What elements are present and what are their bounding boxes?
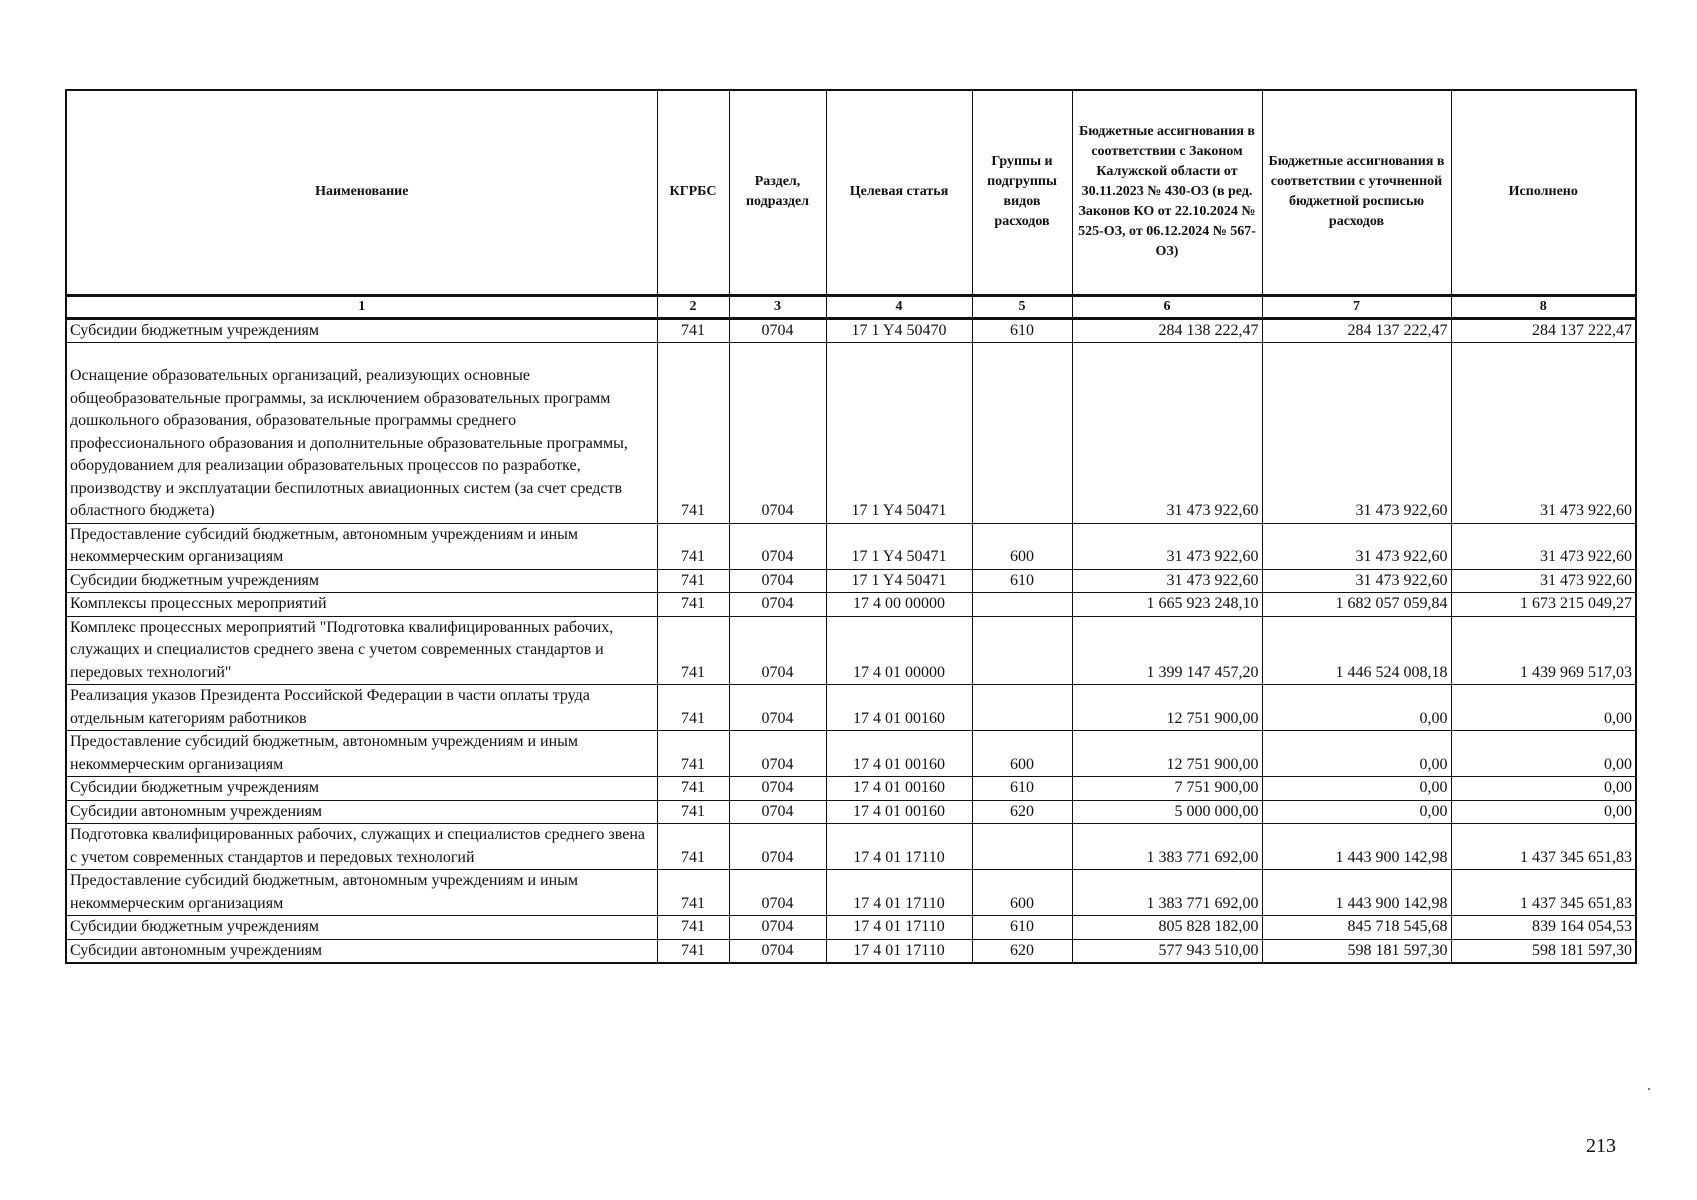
row-expense-group-cell: 620 <box>972 800 1072 824</box>
row-razdel-cell: 0704 <box>729 616 826 685</box>
row-executed-amount-cell: 1 673 215 049,27 <box>1451 593 1636 617</box>
row-kgrbs-cell: 741 <box>657 593 729 617</box>
row-razdel-cell: 0704 <box>729 777 826 801</box>
row-expense-group-cell: 610 <box>972 318 1072 343</box>
row-target-article-cell: 17 4 01 17110 <box>826 870 972 916</box>
row-refined-amount-cell: 1 446 524 008,18 <box>1262 616 1451 685</box>
row-razdel-cell: 0704 <box>729 318 826 343</box>
row-name-cell: Комплекс процессных мероприятий "Подготовка квалифицированных рабочих, служащих и специалистов среднего звена с учетом современных стандартов и передовых технологий" <box>66 616 657 685</box>
row-target-article-cell: 17 4 01 00000 <box>826 616 972 685</box>
row-name-cell: Реализация указов Президента Российской Федерации в части оплаты труда отдельным категориям работников <box>66 685 657 731</box>
row-refined-amount-cell: 0,00 <box>1262 777 1451 801</box>
row-expense-group-cell: 610 <box>972 916 1072 940</box>
row-name-cell: Субсидии бюджетным учреждениям <box>66 569 657 593</box>
row-target-article-cell: 17 4 00 00000 <box>826 593 972 617</box>
row-razdel-cell: 0704 <box>729 824 826 870</box>
row-name-cell: Субсидии бюджетным учреждениям <box>66 777 657 801</box>
row-kgrbs-cell: 741 <box>657 916 729 940</box>
row-name-cell: Оснащение образовательных организаций, реализующих основные общеобразовательные программы, за исключением образовательных программ дошкольного образования, образовательные программы среднего профессионального образования и дополнительные образовательные программы, оборудованием для реализации образовательных процессов по разработке, производству и эксплуатации беспилотных авиационных систем (за счет средств областного бюджета) <box>66 343 657 524</box>
row-kgrbs-cell: 741 <box>657 824 729 870</box>
row-executed-amount-cell: 31 473 922,60 <box>1451 523 1636 569</box>
row-name-cell: Субсидии автономным учреждениям <box>66 939 657 963</box>
row-razdel-cell: 0704 <box>729 569 826 593</box>
row-target-article-cell: 17 1 Y4 50471 <box>826 569 972 593</box>
row-name-cell: Субсидии бюджетным учреждениям <box>66 318 657 343</box>
row-law-amount-cell: 1 383 771 692,00 <box>1072 870 1262 916</box>
row-expense-group-cell: 610 <box>972 569 1072 593</box>
table-row <box>66 593 1636 617</box>
row-kgrbs-cell: 741 <box>657 616 729 685</box>
table-row <box>66 616 1636 685</box>
row-executed-amount-cell: 0,00 <box>1451 800 1636 824</box>
row-law-amount-cell: 12 751 900,00 <box>1072 685 1262 731</box>
row-kgrbs-cell: 741 <box>657 318 729 343</box>
row-razdel-cell: 0704 <box>729 870 826 916</box>
row-target-article-cell: 17 4 01 17110 <box>826 824 972 870</box>
row-executed-amount-cell: 1 437 345 651,83 <box>1451 824 1636 870</box>
row-name-cell: Предоставление субсидий бюджетным, автономным учреждениям и иным некоммерческим организациям <box>66 523 657 569</box>
row-name-cell: Комплексы процессных мероприятий <box>66 593 657 617</box>
row-refined-amount-cell: 31 473 922,60 <box>1262 523 1451 569</box>
row-target-article-cell: 17 4 01 00160 <box>826 685 972 731</box>
row-kgrbs-cell: 741 <box>657 523 729 569</box>
row-expense-group-cell <box>972 824 1072 870</box>
row-refined-amount-cell: 31 473 922,60 <box>1262 343 1451 524</box>
row-target-article-cell: 17 1 Y4 50471 <box>826 343 972 524</box>
row-target-article-cell: 17 4 01 17110 <box>826 939 972 963</box>
row-target-article-cell: 17 1 Y4 50471 <box>826 523 972 569</box>
header-expense-groups: Группы и подгруппы видов расходов <box>972 90 1072 295</box>
row-kgrbs-cell: 741 <box>657 731 729 777</box>
row-executed-amount-cell: 0,00 <box>1451 685 1636 731</box>
row-razdel-cell: 0704 <box>729 800 826 824</box>
row-executed-amount-cell: 31 473 922,60 <box>1451 569 1636 593</box>
row-razdel-cell: 0704 <box>729 939 826 963</box>
row-expense-group-cell: 610 <box>972 777 1072 801</box>
header-target-article: Целевая статья <box>826 90 972 295</box>
row-expense-group-cell: 620 <box>972 939 1072 963</box>
table-row <box>66 685 1636 731</box>
row-razdel-cell: 0704 <box>729 685 826 731</box>
table-row <box>66 731 1636 777</box>
row-refined-amount-cell: 598 181 597,30 <box>1262 939 1451 963</box>
row-law-amount-cell: 1 399 147 457,20 <box>1072 616 1262 685</box>
row-expense-group-cell <box>972 685 1072 731</box>
table-row <box>66 318 1636 343</box>
header-law-allocations: Бюджетные ассигнования в соответствии с Законом Калужской области от 30.11.2023 № 430-ОЗ (в ред. Законов КО от 22.10.2024 № 525-ОЗ, от 06.12.2024 № 567-ОЗ) <box>1072 90 1262 295</box>
row-law-amount-cell: 284 138 222,47 <box>1072 318 1262 343</box>
header-refined-allocations: Бюджетные ассигнования в соответствии с уточненной бюджетной росписью расходов <box>1262 90 1451 295</box>
column-number: 1 <box>66 295 657 318</box>
row-law-amount-cell: 31 473 922,60 <box>1072 569 1262 593</box>
row-executed-amount-cell: 1 437 345 651,83 <box>1451 870 1636 916</box>
row-expense-group-cell: 600 <box>972 870 1072 916</box>
header-kgrbs: КГРБС <box>657 90 729 295</box>
row-kgrbs-cell: 741 <box>657 870 729 916</box>
table-row <box>66 824 1636 870</box>
scan-speck <box>1648 1088 1650 1090</box>
row-target-article-cell: 17 1 Y4 50470 <box>826 318 972 343</box>
column-number: 8 <box>1451 295 1636 318</box>
column-number: 6 <box>1072 295 1262 318</box>
row-refined-amount-cell: 0,00 <box>1262 800 1451 824</box>
row-target-article-cell: 17 4 01 00160 <box>826 731 972 777</box>
table-row <box>66 800 1636 824</box>
row-refined-amount-cell: 845 718 545,68 <box>1262 916 1451 940</box>
row-law-amount-cell: 1 665 923 248,10 <box>1072 593 1262 617</box>
row-expense-group-cell <box>972 343 1072 524</box>
row-executed-amount-cell: 839 164 054,53 <box>1451 916 1636 940</box>
table-row <box>66 939 1636 963</box>
row-executed-amount-cell: 0,00 <box>1451 777 1636 801</box>
row-kgrbs-cell: 741 <box>657 569 729 593</box>
row-refined-amount-cell: 284 137 222,47 <box>1262 318 1451 343</box>
row-kgrbs-cell: 741 <box>657 777 729 801</box>
row-target-article-cell: 17 4 01 17110 <box>826 916 972 940</box>
column-number: 3 <box>729 295 826 318</box>
row-refined-amount-cell: 1 443 900 142,98 <box>1262 824 1451 870</box>
row-law-amount-cell: 577 943 510,00 <box>1072 939 1262 963</box>
row-name-cell: Субсидии автономным учреждениям <box>66 800 657 824</box>
row-target-article-cell: 17 4 01 00160 <box>826 800 972 824</box>
row-expense-group-cell: 600 <box>972 731 1072 777</box>
table-row <box>66 916 1636 940</box>
row-name-cell: Подготовка квалифицированных рабочих, служащих и специалистов среднего звена с учетом современных стандартов и передовых технологий <box>66 824 657 870</box>
row-refined-amount-cell: 1 443 900 142,98 <box>1262 870 1451 916</box>
row-expense-group-cell: 600 <box>972 523 1072 569</box>
column-number: 4 <box>826 295 972 318</box>
table-row <box>66 343 1636 524</box>
row-kgrbs-cell: 741 <box>657 939 729 963</box>
budget-table <box>65 89 1637 964</box>
row-law-amount-cell: 31 473 922,60 <box>1072 343 1262 524</box>
row-refined-amount-cell: 31 473 922,60 <box>1262 569 1451 593</box>
table-row <box>66 569 1636 593</box>
row-expense-group-cell <box>972 593 1072 617</box>
row-name-cell: Предоставление субсидий бюджетным, автономным учреждениям и иным некоммерческим организациям <box>66 870 657 916</box>
row-kgrbs-cell: 741 <box>657 343 729 524</box>
row-law-amount-cell: 5 000 000,00 <box>1072 800 1262 824</box>
row-law-amount-cell: 7 751 900,00 <box>1072 777 1262 801</box>
row-razdel-cell: 0704 <box>729 593 826 617</box>
row-name-cell: Субсидии бюджетным учреждениям <box>66 916 657 940</box>
row-law-amount-cell: 805 828 182,00 <box>1072 916 1262 940</box>
table-row <box>66 523 1636 569</box>
column-number: 2 <box>657 295 729 318</box>
row-executed-amount-cell: 31 473 922,60 <box>1451 343 1636 524</box>
header-executed: Исполнено <box>1451 90 1636 295</box>
row-executed-amount-cell: 598 181 597,30 <box>1451 939 1636 963</box>
row-law-amount-cell: 31 473 922,60 <box>1072 523 1262 569</box>
row-executed-amount-cell: 0,00 <box>1451 731 1636 777</box>
row-kgrbs-cell: 741 <box>657 800 729 824</box>
header-name: Наименование <box>66 90 657 295</box>
row-target-article-cell: 17 4 01 00160 <box>826 777 972 801</box>
row-razdel-cell: 0704 <box>729 343 826 524</box>
table-row <box>66 777 1636 801</box>
row-razdel-cell: 0704 <box>729 916 826 940</box>
row-law-amount-cell: 12 751 900,00 <box>1072 731 1262 777</box>
row-executed-amount-cell: 284 137 222,47 <box>1451 318 1636 343</box>
column-number-row <box>66 295 1636 318</box>
table-row <box>66 870 1636 916</box>
row-kgrbs-cell: 741 <box>657 685 729 731</box>
page-number: 213 <box>1586 1135 1616 1157</box>
header-razdel: Раздел, подраздел <box>729 90 826 295</box>
row-expense-group-cell <box>972 616 1072 685</box>
row-refined-amount-cell: 1 682 057 059,84 <box>1262 593 1451 617</box>
column-number: 5 <box>972 295 1072 318</box>
row-razdel-cell: 0704 <box>729 523 826 569</box>
row-refined-amount-cell: 0,00 <box>1262 685 1451 731</box>
row-razdel-cell: 0704 <box>729 731 826 777</box>
row-executed-amount-cell: 1 439 969 517,03 <box>1451 616 1636 685</box>
row-law-amount-cell: 1 383 771 692,00 <box>1072 824 1262 870</box>
row-refined-amount-cell: 0,00 <box>1262 731 1451 777</box>
column-number: 7 <box>1262 295 1451 318</box>
header-row <box>66 90 1636 295</box>
row-name-cell: Предоставление субсидий бюджетным, автономным учреждениям и иным некоммерческим организациям <box>66 731 657 777</box>
